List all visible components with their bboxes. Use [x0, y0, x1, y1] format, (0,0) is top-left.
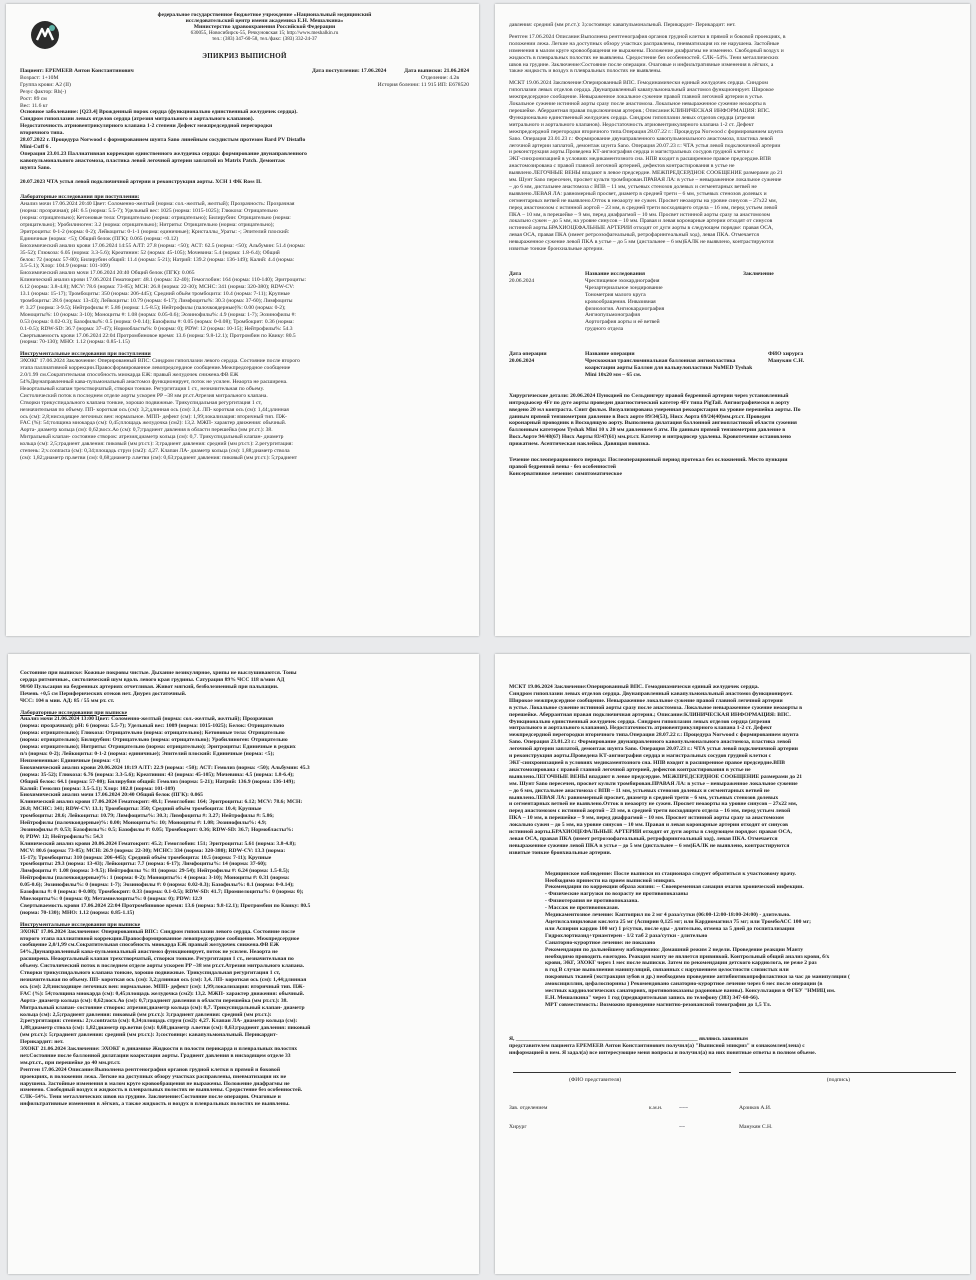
lab-line: 0.1-0.5); RDW-SD: 36.7 (норма: 37-47); Нормобласты%: 0 (норма: 0); PDW: 12 (норма: 10-15); Нейтрофилы%: 54.3 — [20, 325, 293, 332]
surgical-detail-line: Восх.Аорте 94/48(67) Нисх Аорты 83/47(61) мм.рт.ст. Катетер и интродюсер удалены. Кровотечение остановлено — [509, 434, 791, 441]
mskt-line: Sano. Операция 23.01.23 г.: Формирование двунаправленного кавопульмонального анастомоза, пластика левой — [509, 739, 792, 746]
echo-line: Митральный клапан- состояние створок: атрезия;диаметр кольца (см): 0,7. Трикуспидальный клапан- диаметр — [20, 434, 284, 441]
mskt-line: МСКТ 19.06.2024 Заключение:Оперированный ВПС. Гемодинамически единый желудочек сердца. — [509, 684, 759, 690]
document-page-3 — [8, 654, 479, 1274]
lab-line: Биохимический анализ мочи 17.06.2024 20:40 Общий белок (ПГК): 0.065 — [20, 792, 203, 799]
instr-line: Перикардит: нет. — [20, 1039, 64, 1046]
echo-continuation — [509, 22, 960, 29]
lab-line: (норма: отрицательно); Кетоновые тела: Отрицательно (норма: отрицательно); Билирубин: Отрицательно (норма: — [20, 215, 291, 222]
instr-line: нет.Состояние после баллонной дилатации коарктации аорты. Градиент давления в нисходящем отделе 33 — [20, 1052, 291, 1059]
operation-name-line: коарктации аорты Баллон для вальвулопластики NuMED Tyshak — [585, 364, 753, 371]
lab-line: Моноциты%: 10 (норма: 3-10); Моноциты #: 1.08 (норма: 0.05-0.6); Эозинофилы%: 4.9 (норма: 1-7); Эозинофилы #: — [20, 311, 296, 318]
status-line: Состояние при выписке: Кожные покровы чистые. Дыхание везикулярное, хрипы не выслушиваются. Тоны — [20, 670, 297, 676]
recommendation-line: или Аспирин кардио 100 мг) 1 р/сутки, после еды - длительно, отмена за 5 дней до госпитализации — [545, 925, 795, 932]
recommendations — [509, 871, 960, 1009]
lab-line: (норма: прозрачная); pH: 6 (норма: 5.5-7); Удельный вес: 1009 (норма: 1015-1025); Белок: Отрицательно — [20, 723, 285, 730]
lab-line: Анализ мочи 17.06.2024 20:40 Цвет: Соломенно-желтый (норма: сол.-желтый, желтый); Прозрачность: Прозрачная — [20, 201, 295, 208]
mskt-line: – до 6 мм, дистальнее анастомоза с ВПВ – 11 мм, устьевых стенозов долевых и сегментарных ветвей не — [509, 787, 770, 794]
mskt-line: легочной артерии заплатой, демонтаж шунта Sano. Операция 20.07.23 г.: ЧТА устья левой подключичной артерии — [509, 142, 781, 149]
mskt-line: ПКА – 10 мм, в перешейке – 9 мм, перед диафрагмой – 10 мм. Просвет истинной аорты сразу за анастомозом — [509, 211, 771, 218]
status-line: сердца ритмичные., систолический шум вдоль левого края грудины. Сатурация 89% ЧСС 118 в/мин АД — [20, 676, 285, 683]
mskt-line: легочной артерии заплатой, демонтаж шунта Sano. Операция 20.07.23 г.: ЧТА устья левой подключичной артерии — [509, 746, 799, 753]
recommendation-line: - Физиотерапия не противопоказана. — [545, 898, 639, 905]
lab-line: (норма: отрицательно); Глюкоза: Отрицательно (норма: отрицательно); Кетоновые тела: Отрицательно — [20, 730, 285, 737]
lab-line: (норма: 35-52); Глюкоза: 6.76 (норма: 3.3-5.6); Креатинин: 43 (норма: 45-105); Мочевина: 4.5 (норма: 1.8-6.4); — [20, 771, 295, 778]
studies-table: Дата Название исследования Заключение 20.06.2024 Чреспищевое эхокардиография Чрезартериальное зондирование Тонометрия малого круга кровообращения. Инвазивная физиология. Ангиокардиография Ангиопульмонография Аортография аорты и её ветвей грудного отдела — [509, 271, 774, 333]
diagnosis-line: Синдром гипоплазии левых отделов сердца (атрезия митрального и аортального клапанов). — [20, 116, 255, 123]
mskt-line: ЭКГ-синхронизацией в условиях медикаментозного сна. НПВ входит в расширенное правое предсердие.ВПВ — [509, 156, 771, 163]
echo-line: 2.0/1.99 см.Сократительная способность миокарда ЕЖ: правый желудочек снижена.ФВ ЕЖ — [20, 372, 239, 379]
consent-line: информацией в нем. Я задал(а) все интересующие меня вопросы и получил(а) на них понятные ответы в полном объеме. — [509, 1049, 816, 1056]
lab-line: Свертываемость крови 17.06.2024 22:04 Протромбиновое время: 13.6 (норма: 9.8-12.1); Протромбин по Квику: 80.5 — [20, 902, 311, 909]
echo-line: кольца (см): 2,5;градиент давления: пиковый (мм рт.ст.): 3;градиент давления: средний (мм рт.ст.): 2.регургитация: — [20, 441, 293, 448]
instr-line: Створки трикуспидального клапана тонкие, хорошо подвижные. Трикуспидальная регургитация 1 ст, — [20, 970, 281, 977]
diagnosis-line: 28.07.2022 г. Процедура Norwood с формированием шунта Sano линейным сосудистым протезом Bard PV Distaflo — [20, 137, 306, 144]
mskt-line: истинной аорты.БРАХИОЦЕФАЛЬНЫЕ АРТЕРИИ отходят от дуги аорты в следующем порядке: правая ОСА, — [509, 225, 774, 232]
diagnosis-line: Операция 23.01.23 Паллиативная коррекция единственного желудочка сердца: формирование двунаправленного — [20, 150, 307, 157]
mskt-line: перешейке. Аберрантная правая подключичная артерия.; Описание:КЛИНИЧЕСКАЯ ИНФОРМАЦИЯ: ВПС. — [509, 711, 791, 718]
patient-info: Пациент: ЕРЕМЕЕВ Антон Константинович Дата поступления: 17.06.2024 Дата выписки: 21.06.2024 Возраст: 1+10М Отделение: 4.2в Группа крови: A2 (II) История болезни: 11 915 ИП: Е678520 Резус фактор: Rh(-) Рост: 89 см Вес: 11.6 кг — [20, 68, 469, 109]
recommendation-line: крови, ЭКГ, ЭХОКГ через 1 мес после выписки. Затем по рекомендации детского кардиолога, не реже 2 раз — [545, 960, 817, 967]
lab-line: (норма: 70-130); МНО: 1.12 (норма: 0.85-1.15) — [20, 339, 130, 346]
lab-line: Калий: Гемолиз (норма: 3.5-5.1); Хлор: 102.8 (норма: 101-109) — [20, 785, 176, 792]
instr-line: ЭХОКГ 21.06.2024 Заключение: ЭХОКГ в динамике Жидкости в полости перикарда и плевральных полостях — [20, 1046, 298, 1053]
lab-line: белок: 72 (норма: 57-80); Билирубин общий: 11.4 (норма: 5-21); Натрий: 139.2 (норма: 136-149); Калий: 4.4 (норма: — [20, 256, 295, 263]
xray-line: положении лежа. Легкие на доступных обзору участках расправлены, пневматизация их не нарушена. Застойные — [509, 40, 780, 47]
mskt-line: перед анастомозом с истинной аортой – 23 мм, в средней трети восходящего отдела – 16 мм, перед устьем левой — [509, 808, 791, 815]
surgical-detail-line: прижатием. Асептическая наклейка. Давящая повязка. — [509, 441, 650, 448]
status-line: Печень +0,5 см Периферических отеков нет. Диурез достаточный. — [20, 690, 187, 697]
instr-line: 54%.Двунаправленный кава-пульмональный анастомоз функционирует, поток не усилен. Неаорта не — [20, 949, 278, 956]
labs-discharge-title: Лабораторные исследования при выписке — [20, 709, 128, 716]
recommendation-line: - Массаж не противопоказан. — [545, 905, 620, 912]
instr-discharge-title: Инструментальные исследования при выписке — [20, 921, 141, 928]
recommendation-line: амоксициллин, цефалоспорины ) Рекомендовано санаторно-курортное лечение через 6 мес после операции (в — [545, 981, 823, 988]
surgical-detail-line: введено 20 мл контраста. Синт фильм. Визуализирована умеренная рекоарктация на уровне перешейка аорты. По — [509, 406, 801, 413]
lab-line: Миелоциты%: 0 (норма: 0); Метамиелоциты%: 0 (норма: 0); PDW: 12.9 — [20, 896, 203, 902]
representative-signature — [509, 1066, 960, 1073]
surgical-details — [509, 393, 960, 448]
operation-name-line: Чрескожная транслюминальная баллонная ангиопластика — [585, 358, 736, 365]
lab-line: MCV: 80.6 (норма: 73-85); MCH: 26.9 (норма: 22-30); MCHC: 334 (норма: 320-380); RDW-CV: 13.3 (норма: — [20, 847, 286, 854]
mskt-line: анастомозирована с правой главной легочной артерией, дефектов контрастирования в устье не — [509, 163, 735, 170]
document-title: ЭПИКРИЗ ВЫПИСНОЙ — [202, 52, 287, 60]
diagnosis-line: вторичного типа. — [20, 130, 64, 137]
xray-line: Рентген 17.06.2024 Описание:Выполнена рентгенография органов грудной клетки в прямой и боковой проекциях, в — [509, 33, 786, 40]
echo-line: этапа паллиативной коррекции.Правосформированное левопредсердное сообщение.Межпредсердное сообщение — [20, 365, 291, 372]
instr-line: проекциях, в положении лежа. Легкие на доступных обзору участках расправлены, пневматизация их не — [20, 1073, 287, 1080]
recommendation-line: МРТ совместимость: Возможно проведение магнитно-резонансной томографии до 1,5 Тл. — [545, 1001, 772, 1008]
document-page-4: МСКТ 19.06.2024 Заключение:Оперированный ВПС. Гемодинамически единый желудочек сердца. Синдром гипоплазии левых отделов сердца. Двунаправленный кавапульмональный анастомоз функционирует. Широкое межпредсердное сообщение. Невыраженное локальное сужение правой главной легочной артерии в устье. Локальное сужение истинной аорты сразу после анастомоза. Локальное невыраженное сужение неоаорты в перешейке. Аберрантная правая подключичная артерия.; Описание:КЛИНИЧЕСКАЯ ИНФОРМАЦИЯ: ВПС. Функционально единственный желудочек сердца. Синдром гипоплазии левых отделов сердца (атрезия митрального и аортального клапанов). Недостаточность атриовентрикулярного клапана 1-2 ст. Дефект межпредсердной перегородки вторичного типа.Операция 28.07.22 г.: Процедура Norwood с формированием шунта Sano. Операция 23.01.23 г.: Формирование двунаправленного кавопульмонального анастомоза, пластика левой легочной артерии заплатой, демонтаж шунта Sano. Операция 20.07.23 г.: ЧТА устья левой подключичной артерии и реконструкция аорты.Проведена КТ-ангиография сердца и магистральных сосудов грудной клетки с ЭКГ-синхронизацией в условиях медикаментозного сна. НПВ входит в расширенное правое предсердие.ВПВ анастомозирована с правой главной легочной артерией, дефектов контрастирования в устье не выявлено.ЛЕГОЧНЫЕ ВЕНЫ впадают в левое предсердие. МЕЖПРЕДСЕРДНОЕ СООБЩЕНИЕ размерами до 21 мм. Шунт Sano пересечен, просвет культи тромбирован.ПРАВАЯ ЛА: в устье – невыраженное локальное сужение – до 6 мм, дистальнее анастомоза с ВПВ – 11 мм, устьевых стенозов долевых и сегментарных ветвей не выявлено.ЛЕВАЯ ЛА: равномерный просвет, диаметр в средней трети – 6 мм, устьевых стенозов долевых и сегментарных ветвей не выявлено.Отток в неоаорту не сужен. Просвет неоаорты на уровне синусов – 27х22 мм, перед анастомозом с истинной аортой – 23 мм, в средней трети восходящего отдела – 16 мм, перед устьем левой ПКА – 10 мм, в перешейке – 9 мм, перед диафрагмой – 10 мм. Просвет истинной аорты сразу за анастомозом локально сужен – до 5 мм, на уровне синусов – 10 мм. Правая и левая коронарные артерии отходят от синусов истинной аорты.БРАХИОЦЕФАЛЬНЫЕ АРТЕРИИ отходят от дуги аорты в следующем порядке: правая ОСА, левая ОСА, правая ПКА (имеет ретроэзофагеальный, ретрофарингеальный ход), левая ПКА. Отмечается невыраженное сужение левой ПКА в устье – до 5 мм (дистальнее – 6 мм)БАЛК не выявлено, контрастируются извитые тонкие бронхиальные артерии. Медицинское наблюдение: После выписки из стационара следует обратиться к участковому врачу. Необходимо принести на прием выписной эпикриз. Рекомендации по коррекции образа жизни: -- Своевременная санация очагов хронической инфекции. - Физические нагрузки по возрасту не противопоказаны - Физиотерапия не противопоказана. - Массаж не противопоказан. Медикаментозное лечение: Каптоприл по 2 мг 4 раза/сутки (06:00-12:00-18:00-24:00) - длительно. Ацетилсалициловая кислота 25 мг (Аспирин 0,125 мг; или Кардиомагнил 75 мг; или ТромбоАСС 100 мг; или Аспирин кардио 100 мг) 1 р/сутки, после еды - длительно, отмена за 5 дней до госпитализации Гидрохлортиазид+триамтерен - 1/2 таб 2 раза/сутки - длительно Санаторно-курортное лечение: не показано Рекомендации по дальнейшему наблюдению: Домашний режим 2 недели. Проведение реакции Манту необходимо проводить ежегодно. Реакция манту не является прививкой. Контрольный общий анализ крови, б/х крови, ЭКГ, ЭХОКГ через 1 мес после выписки. Затем по рекомендации детского кардиолога, не реже 2 раз в год В случае выполнения манипуляций, связанных с нарушением целостности слизистых или покровных тканей (экстракция зубов и др.) необходимо проведение антибиотикопрофилактики за час до манипуляции ( амоксициллин, цефалоспорины ) Рекомендовано санаторно-курортное лечение через 6 мес после операции (в местных кардиологических санаториях, противопоказаны радоновые ванны). Консультация в ФГБУ "НМИЦ им. Е.Н. Мешалкина" через 1 год (предварительная запись по телефону (383) 347-60-66). МРТ совместимость: Возможно проведение магнитно-резонансной томографии до 1,5 Тл. Я, _________________________________________________________________ являюсь законным представителем пациента ЕРЕМЕЕВ Антон Константинович получил(а) "Выписной эпикриз" и ознакомлен(лена) с информацией в нем. Я задал(а) все интересующие меня вопросы и получил(а) на них понятные ответы в полном объеме. (ФИО представителя) (подпись) Зав. отделением к.м.н. ~~~ Арзиков А.И. Хирург ~~ Манукян С.Н. — [495, 654, 970, 1274]
mskt-line: мм. Шунт Sano пересечен, просвет культи тромбирован.ПРАВАЯ ЛА: в устье – невыраженное локальное сужение — [509, 780, 798, 787]
mskt-line: ЭКГ-синхронизацией в условиях медикаментозного сна. НПВ входит в расширенное правое предсердие.ВПВ — [509, 759, 786, 766]
instr-line: 1,88;диаметр ствола (см): 1,82;диаметр пр.ветви (см): 0,68;диаметр л.ветви (см): 0,63;градиент давления: пиковый — [20, 1025, 311, 1032]
postop-course — [509, 457, 960, 471]
consent-line: представителем пациента ЕРЕМЕЕВ Антон Константинович получил(а) "Выписной эпикриз" и ознакомлен(лена) с — [509, 1042, 805, 1049]
echo-line: FAC (%): 54;толщина миокарда (см): 0,45;площадь желудочка (см2): 13,2. МЖП- характер движения: обычный. — [20, 420, 287, 427]
lab-line: тромбоциты: 28.6; Лейкоциты: 10.79; Лимфоциты%: 30.3; Лимфоциты #: 3.27; Нейтрофилы #: 5.86; — [20, 813, 275, 820]
instr-line: второго этапа паллиативной коррекции.Правосформированное левопредсердное сообщение. Межпредсердное — [20, 935, 300, 942]
lab-line: Базофилы #: 0 (норма: 0-0.08); Тромбокрит: 0.33 (норма: 0.1-0.5); RDW-SD: 41.7; Промиелоциты%: 0 (норма: 0); — [20, 889, 304, 896]
study-item-line: грудного отдела — [585, 326, 624, 333]
surgical-detail-line: баллонным катетером Tyshak Mini 10 x 20 мм давлением 6 атм. По данным прямой тензиометрии давление в — [509, 427, 786, 434]
lab-line: Эозинофилы #: 0.53; Базофилы%: 0.5; Базофилы #: 0.05; Тромбокрит: 0.36; RDW-SD: 36.7; Нормобласты%: — [20, 826, 294, 833]
instr-discharge — [20, 929, 469, 1109]
mskt-line: Локальное сужение истинной аорты сразу после анастомоза. Локальное невыраженное сужение неоаорты в — [509, 101, 766, 108]
mskt-admission — [509, 80, 960, 253]
lab-line: 0.05-0.6); Эозинофилы%: 0 (норма: 1-7); Эозинофилы #: 0 (норма: 0.02-0.3); Базофилы%: 0.1 (норма: 0-0.14); — [20, 882, 294, 889]
instr-line: изменено. Свободный воздух и жидкость в плевральных полостях не выявлены. Средостение без особенностей. — [20, 1087, 303, 1094]
lab-line: (норма: 70-130); МНО: 1.12 (норма: 0.85-1.15) — [20, 909, 135, 916]
lab-line: #: 3.27 (норма: 3-9.5); Нейтрофилы #: 5.86 (норма: 1.5-8.5); Нейтрофилы (палочкоядерные)%: 0.00 (норма: 0-2); — [20, 304, 286, 311]
instr-line: Аорта- диаметр кольца (см): 0,62;восх.Ао (см): 0,7;градиент давления в области перешейка (мм рт.ст.): 38. — [20, 997, 288, 1004]
lab-line: Нейтрофилы (палочкоядерные)%: 0.00; Моноциты%: 10; Моноциты #: 1.08; Эозинофилы%: 4.9; — [20, 820, 267, 827]
mskt-line: и реконструкция аорты.Проведена КТ-ангиография сердца и магистральных сосудов грудной клетки с — [509, 149, 754, 156]
instr-line: Рентген 17.06.2024 Описание:Выполнена рентгенография органов грудной клетки в прямой и боковой — [20, 1066, 281, 1073]
recommendation-line: в год В случае выполнения манипуляций, связанных с нарушением целостности слизистых или — [545, 967, 789, 974]
lab-line: Биохимический анализ мочи 17.06.2024 20:40 Общий белок (ПГК): 0.065 — [20, 270, 195, 277]
surgical-detail-line: данным прямой тензиометрии давление в Восх аорте 89/34(53), Нисх Аорта 69/24(40)мм.рт.ст. Проведен — [509, 413, 771, 420]
mskt-line: ПКА – 10 мм, в перешейке – 9 мм, перед диафрагмой – 10 мм. Просвет истинной аорты сразу за анастомозом — [509, 815, 784, 822]
admit-date: Дата поступления: 17.06.2024 — [312, 68, 387, 74]
mskt-line: левая ОСА, правая ПКА (имеет ретроэзофагеальный, ретрофарингеальный ход), левая ПКА. Отмечается — [509, 835, 778, 842]
lab-line: (норма: прозрачная); pH: 6.5 (норма: 5.5-7); Удельный вес: 1025 (норма: 1015-1025); Глюкоза: Отрицательно — [20, 208, 278, 215]
echo-line: давления: средний (мм рт.ст.): 3;соcтоянце: кавапульмональный. Перикардит- Перикардит: нет. — [509, 22, 736, 28]
instr-line: инфильтративные изменения в лёгких, а также жидкость и воздух в плевральных полостях не выявлены. — [20, 1101, 290, 1108]
recommendation-line: Гидрохлортиазид+триамтерен - 1/2 таб 2 раза/сутки - длительно — [545, 932, 708, 939]
recommendation-line: покровных тканей (экстракция зубов и др.) необходимо проведение антибиотикопрофилактики за час до манипуляции ( — [545, 974, 850, 981]
mskt-line: сегментарных ветвей не выявлено.Отток в неоаорту не сужен. Просвет неоаорты на уровне синусов – 27х22 мм, — [509, 197, 778, 204]
lab-line: 0.53 (норма: 0.02-0.3); Базофилы%: 0.5 (норма: 0-0.14); Базофилы #: 0.05 (норма: 0-0.08); Тромбокрит: 0.36 (норма: — [20, 318, 294, 325]
mskt-line: локально сужен – до 5 мм, на уровне синусов – 10 мм. Правая и левая коронарные артерии отходят от синусов — [509, 218, 773, 225]
xray-line: также жидкость и воздух в плевральных полостях не выявлены. — [509, 68, 662, 75]
document-page-1 — [6, 4, 479, 636]
study-item-line: Чреспищевое эхокардиография — [585, 277, 660, 284]
lab-line: Биохимический анализ крови 17.06.2024 14:55 АЛТ: 27.8 (норма: <50); АСТ: 62.5 (норма: <50); Альбумин: 51.4 (норма: — [20, 242, 306, 249]
diagnosis-line — [20, 172, 469, 179]
lab-line: 3.5-5.1); Хлор: 104.9 (норма: 101-109) — [20, 263, 110, 270]
study-item-line: Тонометрия малого круга — [585, 291, 646, 298]
study-item-line: Аортография аорты и её ветвей — [585, 319, 660, 326]
conservative-treatment: Консервативное лечение: симптоматическое — [509, 470, 622, 477]
xray-line: жидкость в плевральных полостях не выявлены. Средостение без особенностей. СЛК~54%. Тени металлических — [509, 54, 779, 61]
instr-line: 2;регургитация: степень: 2;v.contracta (см): 0,34;площадь струи (см2): 4,27. Клапан ЛА- диаметр кольца (см): — [20, 1018, 298, 1025]
instr-line: нарушена. Застойные изменения в малом круге кровообращения не выражены. Положение диафрагмы не — [20, 1080, 290, 1087]
diagnosis-block — [20, 109, 469, 185]
surgical-detail-line: Хирургические детали: 20.06.2024 Пункцией по Сельдингеру правой бедренной артерии через установленный — [509, 392, 789, 399]
mskt-line: выявлено.ЛЕВАЯ ЛА: равномерный просвет, диаметр в средней трети – 6 мм, устьевых стенозов долевых — [509, 794, 779, 801]
xray-line: швов на грудине. Заключение:Состояние после операции. Очаговые и инфильтративные изменения в лёгких, а — [509, 61, 774, 68]
lab-line: Клинический анализ крови 20.06.2024 Гематокрит: 45.2; Гемоглобин: 151; Эритроциты: 5.61 (норма: 3.8-4.8); — [20, 840, 296, 847]
recommendation-line: Е.Н. Мешалкина" через 1 год (предварительная запись по телефону (383) 347-60-66). — [545, 994, 760, 1001]
instr-line: расширена. Неаортальный клапан трехстворчатый, створки тонкие. Регургитация 1 ст., незначительная по — [20, 956, 294, 963]
mskt-line: извитые тонкие бронхиальные артерии. — [509, 246, 604, 253]
lab-line: отрицательно); Уробилиноген: 3.2 (норма: отрицательно); Нитриты: Отрицательно (норма: отрицательно); — [20, 222, 275, 229]
surgeon-signature: Хирург ~~ Манукян С.Н. — [509, 1123, 773, 1130]
instr-line: (мм рт.ст.): 5;градиент давления: средний (мм рт.ст.): 3;соcтоянце: кавапульмональный. Перикардит- — [20, 1032, 278, 1039]
mskt-line: мм. Шунт Sano пересечен, просвет культи тромбирован.ПРАВАЯ ЛА: в устье – невыраженное локальное сужение — [509, 177, 782, 184]
mskt-line: митрального и аортального клапанов). Недостаточность атриовентрикулярного клапана 1-2 ст. Дефект — [509, 121, 754, 128]
recommendation-line: необходимо проводить ежегодно. Реакция манту не является прививкой. Контрольный общий анализ крови, б/х — [545, 953, 830, 960]
mskt-line: межпредсердное сообщение. Невыраженное локальное сужение правой главной легочной артерии в устье. — [509, 94, 764, 101]
instr-line: ось (см): 2,8;нисходящее легочных вен: нормальное. МПП- дефект (см): 1,99;локализация: вторичный тип. ПЖ- — [20, 983, 305, 990]
recommendation-line: местных кардиологических санаториях, противопоказаны радоновые ванны). Консультация в ФГБУ "НМИЦ им. — [545, 988, 836, 995]
mskt-line: выявлено.ЛЕГОЧНЫЕ ВЕНЫ впадают в левое предсердие. МЕЖПРЕДСЕРДНОЕ СООБЩЕНИЕ размерами до 21 — [509, 170, 783, 177]
head-signature: Зав. отделением к.м.н. ~~~ Арзиков А.И. — [509, 1104, 772, 1111]
diagnosis-line: шунта Sano. — [20, 164, 51, 171]
study-item-line: Ангиопульмонография — [585, 312, 640, 319]
diagnosis-line: 20.07.2023 ЧТА устья левой подключичной артерии и реконструкция аорты. ХСН 1 ФК Ross II. — [20, 178, 262, 185]
echo-line: Неаортальный клапан трехстворчатый, створки тонкие. Регургитация 1 ст., незначительная по объему. — [20, 385, 265, 392]
status-line: ЧСС: 104 в мин. АД: 85 / 55 мм рт. ст. — [20, 697, 115, 704]
surgical-detail-line: интродьюсер 4Fr по дуге аорты проведен диагностический катетер 4Fr типа PigTail. Ангиографически в аорту — [509, 399, 790, 406]
mskt-line: МСКТ 19.06.2024 Заключение:Оперированный ВПС. Гемодинамически единый желудочек сердца. Синдром — [509, 80, 768, 87]
diagnosis-line: Mini-Cuff 6 . — [20, 143, 52, 150]
discharge-date: Дата выписки: 21.06.2024 — [404, 68, 469, 74]
document-page-2 — [495, 4, 970, 636]
lab-line: Лимфоциты #: 1.08 (норма: 3-9.5); Нейтрофилы %: 81 (норма: 29-54); Нейтрофилы #: 6.24 (норма: 1.5-8.5); — [20, 868, 290, 875]
recommendation-line: Ацетилсалициловая кислота 25 мг (Аспирин 0,125 мг; или Кардиомагнил 75 мг; или ТромбоАСС 100 мг; — [545, 919, 811, 925]
labs-discharge — [20, 716, 469, 916]
mskt-line: Широкое межпредсердное сообщение. Невыраженное локальное сужение правой главной легочной артерии — [509, 697, 783, 704]
lab-line: Эритроциты: 0-1-2 (норма: 0-2); Лейкоциты: 0-1-1 (норма: единичные); Кристаллы_Ураты: -; Эпителий плоский: — [20, 228, 290, 235]
mskt-line: выявлено.ЛЕВАЯ ЛА: равномерный просвет, диаметр в средней трети – 6 мм, устьевых стенозов долевых и — [509, 190, 767, 197]
lab-line: 26.8; MCHC: 341; RDW-CV: 13.1; Тромбоциты: 350; Средний объём тромбоцита: 10.4; Крупные — [20, 806, 262, 813]
echo-line: (см): 1,82;диаметр пр.ветви (см): 0,68;диаметр л.ветви (см): 0,63;градиент давления: пиковый (мм рт.ст.): 5;градиент — [20, 454, 298, 461]
lab-line: 13.1 (норма: 15-17); Тромбоциты: 350 (норма: 206-445); Средний объём тромбоцита: 10.4 (норма: 7-11); Крупные — [20, 291, 290, 298]
mskt-line: межпредсердной перегородки вторичного типа.Операция 28.07.22 г.: Процедура Norwood с формированием шунта — [509, 732, 799, 739]
recommendation-line: Санаторно-курортное лечение: не показано — [545, 939, 656, 946]
postop-line: правой бедренной вены - без особенностей — [509, 463, 617, 470]
mskt-line: Функционально единственный желудочек сердца. Синдром гипоплазии левых отделов сердца (атрезия — [509, 114, 755, 121]
instr-line: Митральный клапан- состояние створок: атрезия;диаметр кольца (см): 0,7. Трикуспидальный клапан- диаметр — [20, 1004, 305, 1011]
mskt-line: левая ОСА, правая ПКА (имеет ретроэзофагеальный, ретрофарингеальный ход), левая ПКА. Отмечается — [509, 232, 759, 239]
xray-line: изменения в малом круге кровообращения не выражены. Положение диафрагмы не изменено. Свободный воздух и — [509, 47, 784, 54]
echo-line: незначительная по объему. ПП- короткая ось (см): 3,2;длинная ось (см): 3,4. ЛП- короткая ось (см): 1,44;длинная — [20, 406, 289, 413]
lab-line: 35-52); Глюкоза: 6.05 (норма: 3.3-5.6); Креатинин: 52 (норма: 45-105); Мочевина: 5.4 (норма: 1.8-6.4); Общий — [20, 249, 280, 256]
consent-line: Я, _________________________________________________________________ являюсь законным — [509, 1035, 748, 1042]
mskt-line: извитые тонкие бронхиальные артерии. — [509, 849, 612, 856]
mskt-line: Синдром гипоплазии левых отделов сердца. Двунаправленный кавапульмональный анастомоз функционирует. — [509, 690, 793, 697]
mskt-line: и реконструкция аорты.Проведена КТ-ангиография сердца и магистральных сосудов грудной клетки с — [509, 753, 772, 760]
instr-line: кольца (см): 2,5;градиент давления: пиковый (мм рт.ст.): 3;градиент давления: средний (мм рт.ст.): — [20, 1011, 272, 1018]
lab-line: Общий белок: 64.1 (норма: 57-80); Билирубин общий: Гемолиз (норма: 5-21); Натрий: 136.9 (норма: 136-149); — [20, 778, 296, 785]
instr-admission-title: Инструментальные исследования при поступлении — [20, 351, 151, 358]
mskt-line: в устье. Локальное сужение истинной аорты сразу после анастомоза. Локальное невыраженное сужение неоаорты в — [509, 704, 803, 711]
diagnosis-line: Недостаточность атриовентрикулярного клапана 1-2 степени Дефект межпредсердной перегородки — [20, 123, 273, 130]
lab-line: тромбоциты: 28.6 (норма: 13-43); Лейкоциты: 10.79 (норма: 6-17); Лимфоциты%: 30.3 (норма: 37-60); Лимфоциты — [20, 298, 293, 304]
study-item-line: физиология. Ангиокардиография — [585, 305, 665, 312]
mskt-line: невыраженное сужение левой ПКА в устье – до 5 мм (дистальнее – 6 мм)БАЛК не выявлено, контрастируются — [509, 239, 774, 246]
lab-line: Анализ мочи 21.06.2024 13:00 Цвет: Соломенно-желтый (норма: сол.-желтый, желтый); Прозрачная — [20, 716, 274, 723]
instr-line: объему. Систолический поток в последнем отделе аорты ускорен PP ~38 мм рт.ст.Атрезия митрального клапана. — [20, 963, 305, 970]
status-line: 90/60 Пульсация на бедренных артериях отчетливая. Живот мягкий, безболезненный при пальпации. — [20, 683, 279, 690]
recommendation-line: Рекомендации по коррекции образа жизни: -- Своевременная санация очагов хронической инфекции. — [545, 884, 804, 891]
lab-line: Клинический анализ крови 17.06.2024 Гематокрит: 48.1; Гемоглобин: 164; Эритроциты: 6.12; MCV: 78.6; MCH: — [20, 799, 303, 806]
lab-line: Биохимический анализ крови 20.06.2024 18:19 АЛТ: 22.9 (норма: <50); АСТ: Гемолиз (норма: <50); Альбумин: 45.3 — [20, 764, 310, 771]
mskt-line: выявлено.ЛЕГОЧНЫЕ ВЕНЫ впадают в левое предсердие. МЕЖПРЕДСЕРДНОЕ СООБЩЕНИЕ размерами до 21 — [509, 773, 803, 780]
echo-line: 54%Двунаправленный кава-пульмональный анастомоз функционирует, поток не усилен. Неаорта не расширена. — [20, 378, 288, 385]
operation-name-line: Mini 10x20 мм – 65 см. — [585, 371, 642, 378]
lab-line: 6.12 (норма: 3.8-4.8); MCV: 78.6 (норма: 73-85); MCH: 26.8 (норма: 22-30); MCHC: 341 (норма: 320-380); RDW-CV: — [20, 284, 295, 291]
mskt-discharge — [509, 684, 960, 857]
instr-line: мм.рт.ст., при перешейке до 40 мм.рт.ст. — [20, 1059, 121, 1066]
mskt-line: невыраженное сужение левой ПКА в устье – до 5 мм (дистальнее – 6 мм)БАЛК не выявлено, контрастируются — [509, 842, 790, 849]
instr-admission — [20, 358, 469, 462]
recommendation-line: Медикаментозное лечение: Каптоприл по 2 мг 4 раза/сутки (06:00-12:00-18:00-24:00) - длительно. — [545, 912, 791, 919]
lab-line: 15-17); Тромбоциты: 310 (норма: 206-445); Средний объём тромбоцита: 10.5 (норма: 7-11); Крупные — [20, 854, 272, 861]
diagnosis-line: кавопульмонального анастомоза, пластика левой легочной артерии заплатой из Matrix Patch. Демонтаж — [20, 157, 285, 164]
mskt-line: Функционально единственный желудочек сердца. Синдром гипоплазии левых отделов сердца (атрезия — [509, 718, 771, 725]
mskt-line: перед анастомозом с истинной аортой – 23 мм, в средней трети восходящего отдела – 16 мм, перед устьем левой — [509, 204, 778, 211]
labs-admission-title: Лабораторные исследования при поступлении: — [20, 194, 140, 201]
instr-line: СЛК~54%. Тени металлических швов на грудине. Заключение:Состояние после операции. Очаговые и — [20, 1094, 281, 1101]
instr-line: FAC (%): 54;толщина миокарда (см): 0,45;площадь желудочка (см2): 13,2. МЖП- характер движения: обычный. — [20, 990, 305, 997]
lab-line: Единичные (норма: <5); Общий белок (ПГК): 0.065 (норма: <0.12) — [20, 235, 179, 242]
lab-line: п/з (норма: 0-2); Лейкоциты: 0-1-2 (норма: единичные); Эпителий плоский: Единичные (норма: <5); — [20, 750, 275, 757]
instr-line: ЭХОКГ 17.06.2024 Заключение: Оперированный ВПС: Синдром гипоплазии левого сердца. Состояние после — [20, 928, 296, 935]
surgical-detail-line: коронарный проводник в Восходящую аорту. Выполнена дилатация баллонной ангиопластикой области сужения — [509, 420, 797, 427]
mskt-line: и сегментарных ветвей не выявлено.Отток в неоаорту не сужен. Просвет неоаорты на уровне синусов – 27х22 мм, — [509, 801, 798, 808]
operations-table: Дата операции Название операции ФИО хирурга 20.06.2024 Чрескожная транслюминальная баллонная ангиопластика коарктации аорты Баллон для вальвулопластики NuMED Tyshak Mini 10x20 мм – 65 см. Манукян С.Н. — [509, 351, 805, 378]
instr-line: сообщение 2,0/1,99 см.Сократительная способность миокарда ЕЖ правый желудочек снижена.ФВ ЕЖ — [20, 942, 280, 949]
echo-line: ось (см): 2,8;нисходящее легочных вен: нормальное. МПП- дефект (см): 1,99;локализация: вторичный тип. ПЖ- — [20, 413, 287, 420]
mskt-line: истинной аорты.БРАХИОЦЕФАЛЬНЫЕ АРТЕРИИ отходят от дуги аорты в следующем порядке: правая ОСА, — [509, 829, 792, 836]
xray-admission — [509, 34, 960, 75]
mskt-line: анастомозирована с правой главной легочной артерией, дефектов контрастирования в устье не — [509, 766, 751, 773]
mskt-line: локально сужен – до 5 мм, на уровне синусов – 10 мм. Правая и левая коронарные артерии отходят от синусов — [509, 822, 789, 829]
mskt-line: митрального и аортального клапанов). Недостаточность атриовентрикулярного клапана 1-2 ст. Дефект — [509, 725, 773, 732]
patient-name: Пациент: ЕРЕМЕЕВ Антон Константинович — [20, 68, 134, 74]
mskt-line: Sano. Операция 23.01.23 г.: Формирование двунаправленного кавопульмонального анастомоза, пластика левой — [509, 135, 773, 142]
echo-line: Аорта- диаметр кольца (см): 0,62;восх.Ао (см): 0,7;градиент давления в области перешейка (мм рт.ст.): 38. — [20, 427, 273, 434]
echo-line: ЭХОКГ 17.06.2024 Заключение: Оперированный ВПС: Синдром гипоплазии левого сердца. Состояние после второго — [20, 358, 300, 365]
study-item-line: Чрезартериальное зондирование — [585, 284, 663, 291]
discharge-status — [20, 670, 469, 705]
consent-statement — [509, 1036, 960, 1057]
instr-line: незначительная по объему. ПП- короткая ось (см): 3,2;длинная ось (см): 3,4. ЛП- короткая ось (см): 1,44;длинная — [20, 976, 307, 983]
lab-line: 0; PDW: 12; Нейтрофилы%: 54.3 — [20, 833, 103, 840]
recommendation-line: Рекомендации по дальнейшему наблюдению: Домашний режим 2 недели. Проведение реакции Манту — [545, 946, 804, 953]
institution-header: федеральное государственное бюджетное учреждение «Национальный медицинский исследовательский центр имени академика Е.Н. Мешалкина» Министерство здравоохранения Российской Федерации 630055, Новосибирск-55, Речкуновская 15; http://www.meshalkin.ru тел.: (383) 347-60-58, тел./факс: (383) 332-24-37 — [157, 12, 372, 42]
lab-line: Нейтрофилы (палочкоядерные)%: 1 (норма: 0-2); Моноциты%: 4 (норма: 3-10); Моноциты #: 0.31 (норма: — [20, 875, 290, 882]
lab-line: (норма: отрицательно); Нитриты: Отрицательно (норма: отрицательно); Эритроциты: Единичные в редких — [20, 744, 296, 751]
echo-line: Систолический поток в последнем отделе аорты ускорен PP ~38 мм рт.ст.Атрезия митрального клапана. — [20, 392, 268, 399]
mskt-line: межпредсердной перегородки вторичного типа.Операция 28.07.22 г.: Процедура Norwood с формированием шунта — [509, 128, 783, 135]
lab-line: Неизмененные: Единичные (норма: <1) — [20, 757, 121, 764]
lab-line: Клинический анализ крови 17.06.2024 Гематокрит: 48.1 (норма: 32-40); Гемоглобин: 164 (норма: 110-140); Эритроциты: — [20, 277, 307, 284]
recommendation-line: Необходимо принести на прием выписной эпикриз. — [545, 877, 676, 884]
mskt-line: гипоплазии левых отделов сердца. Двунаправленный кавапульмональный анастомоз функционирует. Широкое — [509, 87, 774, 94]
labs-admission — [20, 201, 469, 346]
lab-line: (норма: отрицательно); Билирубин: Отрицательно (норма: отрицательно); Уробилиноген: Отрицательно — [20, 737, 288, 744]
postop-line: Течение послеоперационного периода: Послеоперационный период протекал без осложнений. Место пункции — [509, 457, 788, 464]
mskt-line: – до 6 мм, дистальнее анастомоза с ВПВ – 11 мм, устьевых стенозов долевых и сегментарных ветвей не — [509, 183, 757, 190]
recommendation-line: - Физические нагрузки по возрасту не противопоказаны — [545, 891, 688, 898]
lab-line: Свертываемость крови 17.06.2024 22:04 Протромбиновое время: 13.6 (норма: 9.8-12.1); Протромбин по Квику: 80.5 — [20, 332, 296, 339]
lab-line: тромбоциты: 29.3 (норма: 13-43); Лейкоциты: 7.7 (норма: 6-17); Лимфоциты%: 14 (норма: 37-60); — [20, 861, 267, 868]
echo-line: Створки трикуспидального клапана тонкие, хорошо подвижные. Трикуспидальная регургитация 1 ст, — [20, 399, 262, 406]
diagnosis-line: Основное заболевание: [Q23.4] Врожденный порок сердца (функционально единственный желудочек сердца). — [20, 109, 298, 116]
mskt-line: перешейке. Аберрантная правая подключичная артерия.; Описание:КЛИНИЧЕСКАЯ ИНФОРМАЦИЯ: ВПС. — [509, 107, 771, 114]
recommendation-line: Медицинское наблюдение: После выписки из стационара следует обратиться к участковому врачу. — [545, 870, 796, 877]
echo-line: степень: 2;v.contracta (см): 0,34;площадь струи (см2): 4,27. Клапан ЛА- диаметр кольца (см): 1,88;диаметр ствола — [20, 448, 290, 455]
study-item-line: кровообращения. Инвазивная — [585, 298, 656, 305]
